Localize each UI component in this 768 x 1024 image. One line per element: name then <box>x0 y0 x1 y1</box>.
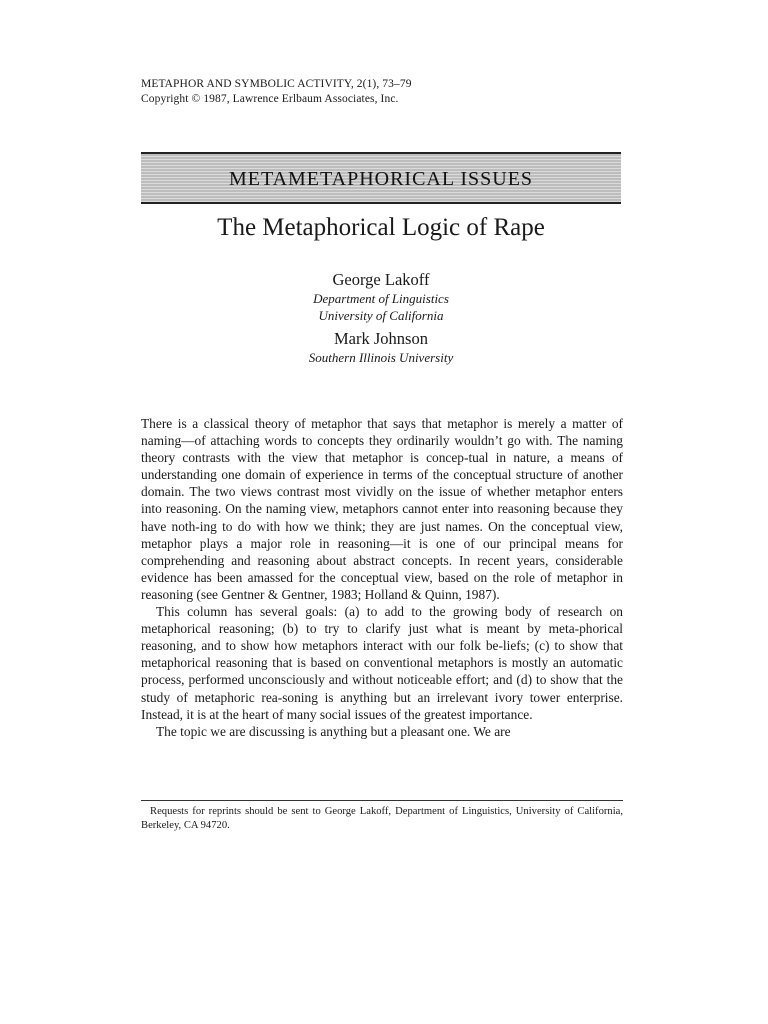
author-list <box>141 270 621 366</box>
author-name: George Lakoff <box>332 270 430 289</box>
author-affiliation: University of California <box>318 308 444 323</box>
body-paragraph: The topic we are discussing is anything but a pleasant one. We are <box>156 723 511 739</box>
article-body <box>141 415 623 740</box>
author-block <box>141 270 621 324</box>
author-affiliation: Southern Illinois University <box>308 350 454 365</box>
section-banner <box>141 152 621 204</box>
author-affiliation: Department of Linguistics <box>313 291 449 306</box>
footnote: Requests for reprints should be sent to George Lakoff, Department of Linguistics, University of California, Berkeley, CA 94720. <box>141 806 623 831</box>
journal-citation: METAPHOR AND SYMBOLIC ACTIVITY, 2(1), 73–79 <box>141 78 412 90</box>
author-name: Mark Johnson <box>334 329 428 348</box>
article-title: The Metaphorical Logic of Rape <box>217 214 545 241</box>
copyright-notice: Copyright © 1987, Lawrence Erlbaum Associates, Inc. <box>141 93 399 105</box>
journal-header <box>141 77 412 107</box>
footnote-rule <box>141 800 623 801</box>
body-paragraph: This column has several goals: (a) to add to the growing body of research on metaphorical reasoning; (b) to try to clarify just what is meant by meta-phorical reasoning, and to show how metaphors interact with our folk be-liefs; (c) to show that metaphorical reasoning that is based on conventional metaphors is mostly an automatic process, performed unconsciously and without noticeable effort; and (d) to show that the study of metaphoric rea-soning is anything but an irrelevant ivory tower enterprise. Instead, it is at the heart of many social issues of the greatest importance. <box>141 604 623 722</box>
section-banner-text: METAMETAPHORICAL ISSUES <box>228 168 534 190</box>
body-paragraph: There is a classical theory of metaphor that says that metaphor is merely a matter of naming—of attaching words to concepts they ordinarily wouldn’t go with. The naming theory contrasts with the view that metaphor is concep-tual in nature, a means of understanding one domain of experience in terms of the conceptual structure of another domain. The two views contrast most vividly on the issue of whether metaphor enters into reasoning. On the naming view, metaphors cannot enter into reasoning because they have noth-ing to do with how we think; they are just names. On the conceptual view, metaphor plays a major role in reasoning—it is one of our principal means for comprehending and reasoning about abstract concepts. In recent years, considerable evidence has been amassed for the conceptual view, based on the role of metaphor in reasoning (see Gentner & Gentner, 1983; Holland & Quinn, 1987). <box>141 416 623 602</box>
author-block <box>141 329 621 366</box>
